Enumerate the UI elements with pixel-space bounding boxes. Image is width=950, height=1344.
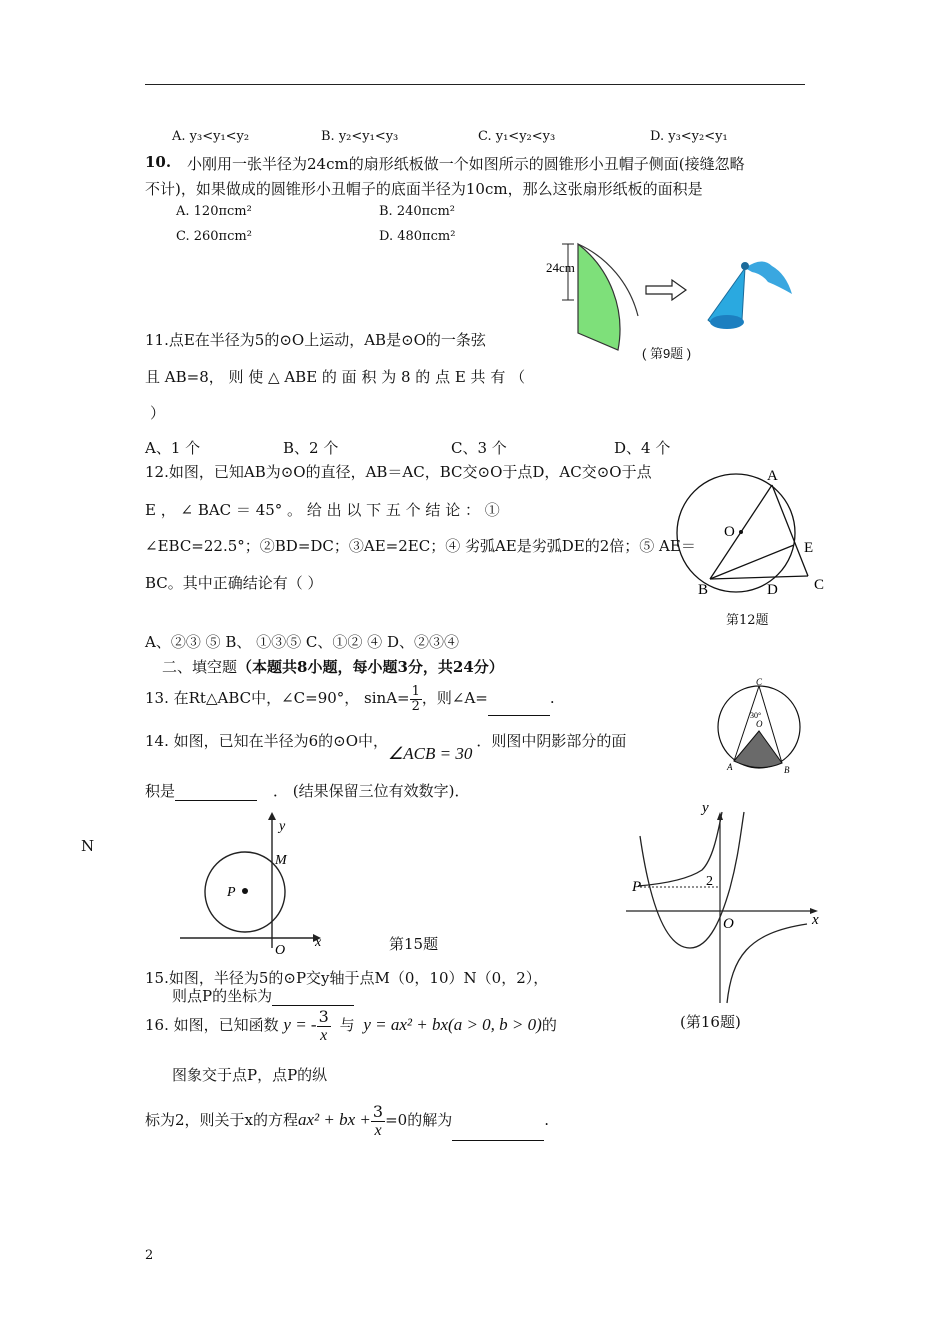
svg-text:C: C (756, 677, 763, 687)
q12-figure (674, 462, 834, 602)
sector-radius-label: 24cm (546, 260, 575, 275)
q15-line1: 15.如图，半径为5的⊙P交y轴于点M（0，10）N（0，2）， (145, 969, 549, 987)
q14-line1: 14. 如图，已知在半径为6的⊙O中，∠ACB = 30．则图中阴影部分的面 (145, 732, 627, 763)
q10-option-b: B. 240πcm² (379, 204, 455, 219)
q9-option-c: C. y₁<y₂<y₃ (478, 129, 556, 144)
q10-line2: 不计)，如果做成的圆锥形小丑帽子的底面半径为10cm，那么这张扇形纸板的面积是 (145, 180, 703, 198)
arrow-icon (646, 280, 686, 300)
page-number: 2 (145, 1248, 154, 1263)
q13-line: 13. 在Rt△ABC中，∠C=90°， sinA= $\frac{1}{2}$ ，则∠A= . (145, 681, 555, 716)
svg-text:O: O (723, 916, 734, 932)
svg-text:P: P (632, 879, 642, 895)
q16-line2: 图象交于点P，点P的纵 (172, 1066, 328, 1084)
q14-line2: 积是 ． (结果保留三位有效数字)． (145, 782, 470, 800)
svg-text:B: B (784, 765, 790, 775)
q16-figure (622, 798, 832, 1008)
q12-line4: BC。其中正确结论有（ ） (145, 574, 323, 592)
svg-text:O: O (275, 943, 286, 958)
svg-text:A: A (727, 762, 733, 772)
q10-number: 10. (145, 153, 172, 171)
svg-text:y: y (279, 819, 286, 834)
header-rule (145, 84, 805, 85)
q15-figure (175, 812, 335, 958)
svg-text:D: D (767, 582, 778, 598)
section2-title: 二、填空题（本题共8小题，每小题3分，共24分） (162, 658, 504, 676)
q16-line3: 标为2，则关于x的方程ax² + bx + $\frac{3}{x}$ =0的解为 . (145, 1100, 549, 1141)
q12-options: A、②③ ⑤ B、 ①③⑤ C、①② ④ D、②③④ (145, 633, 459, 651)
q11-line1: 11.点E在半径为5的⊙O上运动，AB是⊙O的一条弦 (145, 331, 486, 349)
q15-caption: 第15题 (389, 935, 439, 953)
svg-text:M: M (275, 853, 287, 868)
svg-text:C: C (814, 577, 825, 593)
q12-line2: E ， ∠ BAC ＝ 45° 。 给 出 以 下 五 个 结 论 ： ① (145, 501, 500, 519)
q10-option-d: D. 480πcm² (379, 229, 456, 244)
svg-text:x: x (315, 935, 322, 950)
q16-line1: 16. 如图，已知函数 y = - $\frac{3}{x}$ 与 y = ax² + bx(a > 0, b > 0)的 (145, 1006, 557, 1044)
q11-line2: 且 AB=8， 则 使 △ ABE 的 面 积 为 8 的 点 E 共 有 （ (145, 368, 526, 386)
circle-o (677, 474, 795, 592)
svg-text:x: x (812, 912, 819, 928)
q12-line1: 12.如图，已知AB为⊙O的直径，AB＝AC，BC交⊙O于点D，AC交⊙O于点 (145, 463, 652, 481)
svg-text:E: E (804, 540, 814, 556)
q12-figure-caption: 第12题 (726, 613, 769, 628)
q15-line2: 则点P的坐标为 (172, 985, 354, 1006)
q16-figure-caption: (第16题) (680, 1013, 741, 1031)
q11-option-d: D、4 个 (614, 439, 671, 457)
svg-text:B: B (698, 582, 709, 598)
q10-line1: 小刚用一张半径为24cm的扇形纸板做一个如图所示的圆锥形小丑帽子侧面(接缝忽略 (187, 155, 745, 173)
q10-option-c: C. 260πcm² (176, 229, 252, 244)
q9-option-a: A. y₃<y₁<y₂ (172, 129, 250, 144)
q9-option-d: D. y₃<y₂<y₁ (650, 129, 728, 144)
q10-figure-caption: ( 第9题 ) (642, 346, 692, 361)
q14-figure (712, 676, 812, 776)
svg-text:2: 2 (706, 874, 713, 889)
q11-line3: ） (150, 404, 166, 422)
svg-text:O: O (756, 719, 763, 729)
sector-shape (578, 244, 620, 350)
q11-option-b: B、2 个 (283, 439, 339, 457)
stray-label-n: N (81, 837, 95, 855)
q12-line3: ∠EBC=22.5°；②BD=DC；③AE=2EC；④ 劣弧AE是劣弧DE的2倍；⑤ AE＝ (145, 537, 696, 555)
svg-text:A: A (767, 468, 778, 484)
q9-option-b: B. y₂<y₁<y₃ (321, 129, 399, 144)
q11-option-a: A、1 个 (145, 439, 201, 457)
svg-text:P: P (227, 885, 236, 900)
q10-option-a: A. 120πcm² (176, 204, 252, 219)
svg-text:O: O (724, 524, 735, 540)
q11-option-c: C、3 个 (451, 439, 507, 457)
q10-figure (540, 238, 810, 358)
svg-text:30°: 30° (750, 711, 762, 720)
svg-text:y: y (702, 800, 709, 816)
